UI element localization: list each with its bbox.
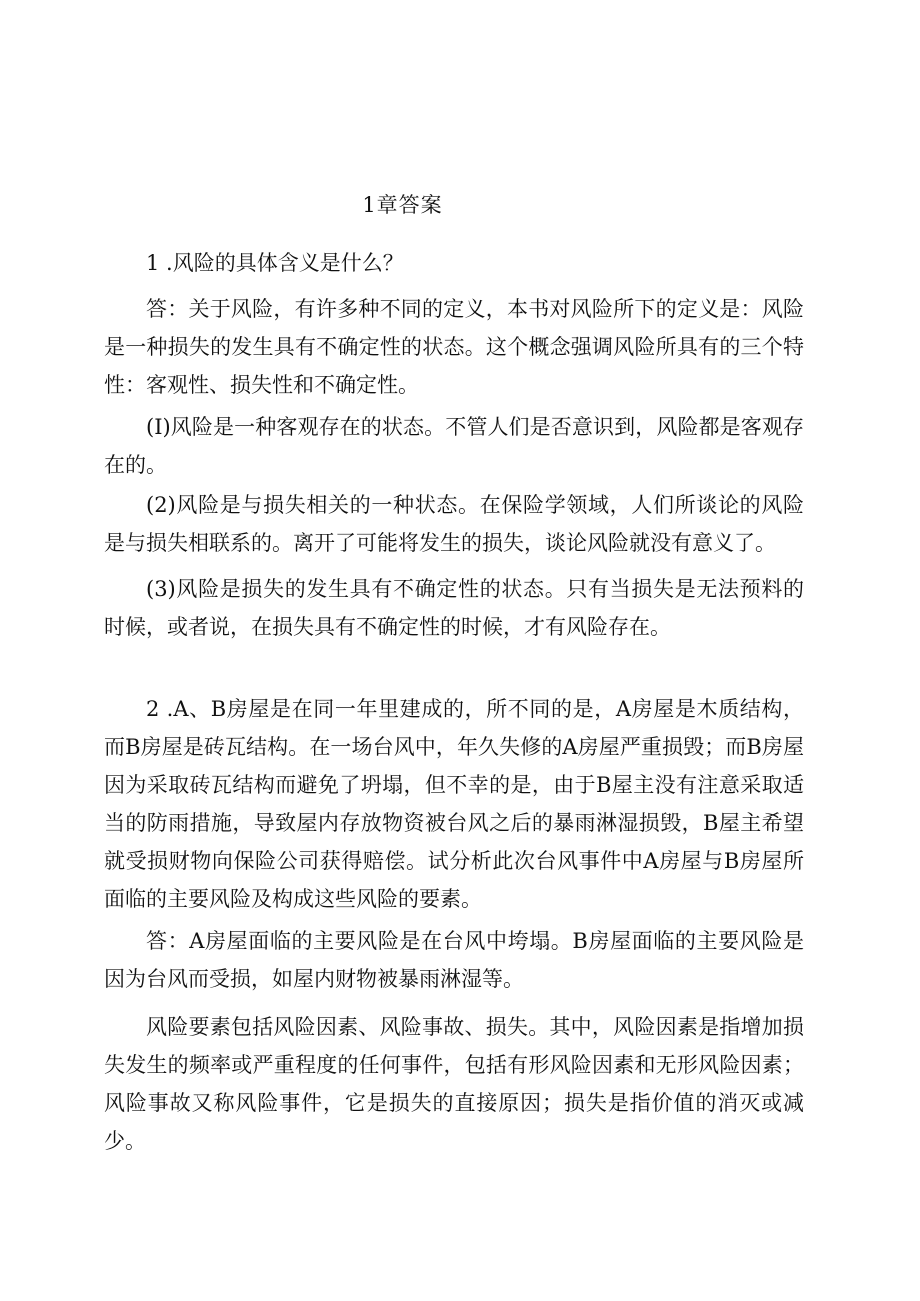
- question-2: 2 .A、B房屋是在同一年里建成的，所不同的是，A房屋是木质结构，而B房屋是砖瓦结构。在一场台风中，年久失修的A房屋严重损毁；而B房屋因为采取砖瓦结构而避免了坍塌，但不幸的是，由于B屋主没有注意采取适当的防雨措施，导致屋内存放物资被台风之后的暴雨淋湿损毁，B屋主希望就受损财物向保险公司获得赔偿。试分析此次台风事件中A房屋与B房屋所面临的主要风险及构成这些风险的要素。: [104, 697, 804, 911]
- chapter-title: 1章答案: [362, 193, 443, 217]
- answer-1-point-2: (2)风险是与损失相关的一种状态。在保险学领域，人们所谈论的风险是与损失相联系的。离开了可能将发生的损失，谈论风险就没有意义了。: [104, 493, 804, 555]
- answer-1-point-3: (3)风险是损失的发生具有不确定性的状态。只有当损失是无法预料的时候，或者说，在损失具有不确定性的时候，才有风险存在。: [104, 577, 804, 639]
- question-1: 1 .风险的具体含义是什么？: [146, 251, 404, 275]
- answer-1-point-1: (I)风险是一种客观存在的状态。不管人们是否意识到，风险都是客观存在的。: [104, 415, 804, 477]
- answer-1-paragraph: 答：关于风险，有许多种不同的定义，本书对风险所下的定义是：风险是一种损失的发生具有不确定性的状态。这个概念强调风险所具有的三个特性：客观性、损失性和不确定性。: [104, 297, 804, 397]
- answer-2-risk-elements: 风险要素包括风险因素、风险事故、损失。其中，风险因素是指增加损失发生的频率或严重程度的任何事件，包括有形风险因素和无形风险因素；风险事故又称风险事件，它是损失的直接原因；损失是指价值的消灭或减少。: [104, 1015, 804, 1153]
- answer-2-paragraph: 答：A房屋面临的主要风险是在台风中垮塌。B房屋面临的主要风险是因为台风而受损，如屋内财物被暴雨淋湿等。: [104, 929, 804, 991]
